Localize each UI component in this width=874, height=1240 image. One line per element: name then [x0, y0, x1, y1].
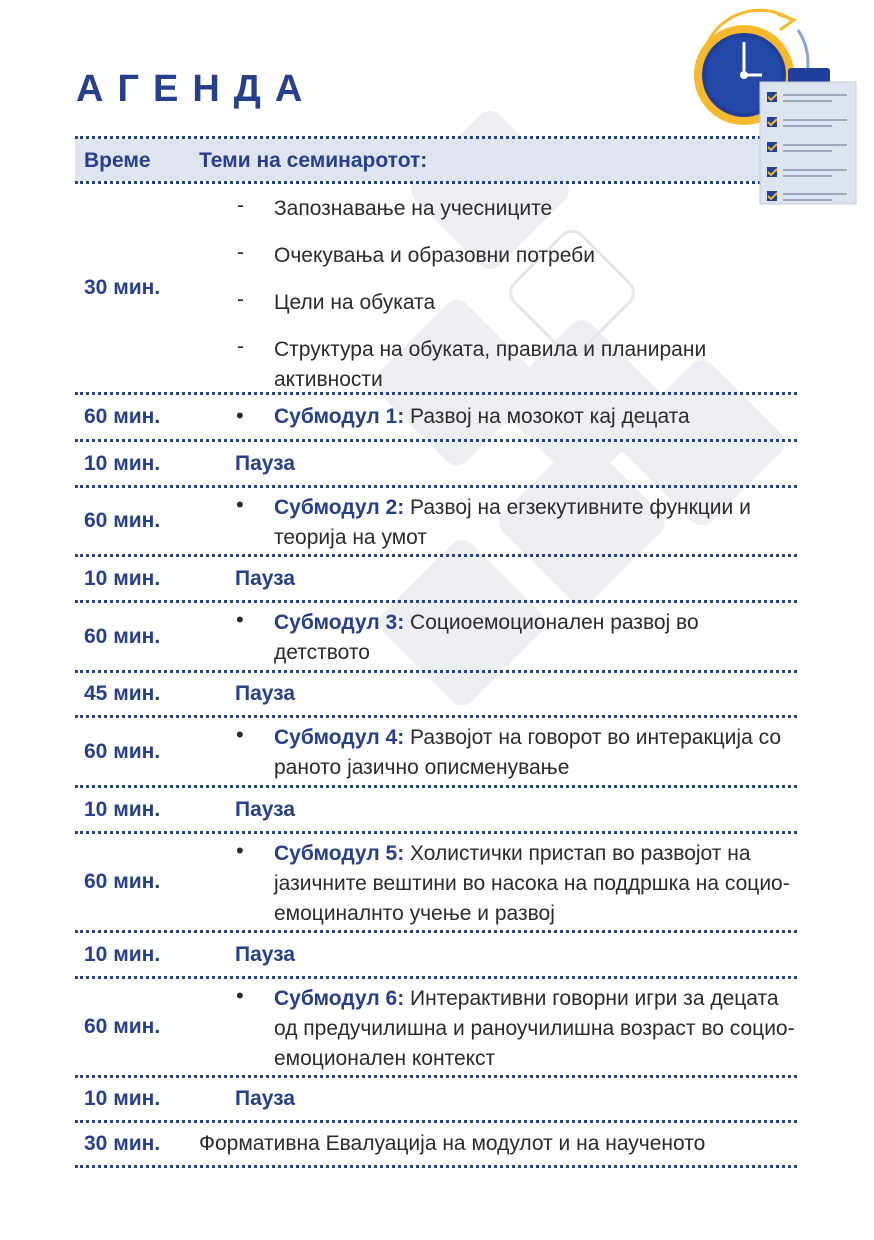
row-time: 60 мин.	[84, 509, 161, 532]
pause-row	[75, 673, 797, 715]
pause-row	[75, 442, 797, 485]
row-time: 60 мин.	[84, 405, 161, 428]
module-title: Развој на мозокот кај децата	[410, 405, 690, 428]
row-time: 60 мин.	[84, 870, 161, 893]
list-item-text: Цели на обуката	[274, 291, 436, 314]
bullet-marker: •	[236, 722, 244, 747]
page-title: АГЕНДА	[76, 68, 317, 110]
header-topics: Теми на семинаротот:	[199, 149, 428, 172]
module-title: Развој на егзекутивните функции и теорија на умот	[274, 496, 751, 549]
module-description	[274, 608, 797, 668]
clock-checklist-illustration	[682, 8, 862, 208]
evaluation-row	[75, 1123, 797, 1165]
dash-marker: -	[237, 288, 244, 311]
intro-row	[75, 184, 797, 392]
bullet-marker: •	[236, 983, 244, 1008]
module-row	[75, 979, 797, 1075]
row-time: 30 мин.	[84, 1132, 161, 1155]
row-time: 10 мин.	[84, 1087, 161, 1110]
dash-marker: -	[237, 194, 244, 217]
pause-label: Пауза	[235, 682, 296, 705]
module-row	[75, 488, 797, 554]
bullet-marker: •	[236, 838, 244, 863]
divider	[75, 1165, 797, 1168]
module-row	[75, 395, 797, 439]
module-label: Субмодул 5:	[274, 842, 405, 865]
row-time: 60 мин.	[84, 624, 161, 648]
row-time: 30 мин.	[84, 276, 161, 299]
row-time: 10 мин.	[84, 566, 161, 590]
list-item-text: Структура на обуката, правила и планирани активности	[274, 338, 707, 391]
pause-row	[75, 933, 797, 976]
module-description	[274, 984, 797, 1074]
evaluation-text: Формативна Евалуација на модулот и на наученото	[199, 1132, 706, 1155]
module-description	[274, 402, 797, 432]
module-label: Субмодул 3:	[274, 611, 405, 634]
pause-label: Пауза	[235, 797, 296, 821]
pause-label: Пауза	[235, 566, 296, 590]
bullet-marker: •	[236, 607, 244, 632]
module-title: Развојот на говорот во интеракција со раното јазично описменување	[274, 726, 782, 779]
pause-label: Пауза	[235, 451, 296, 475]
checklist-icon	[760, 82, 856, 204]
module-row	[75, 834, 797, 930]
dash-marker: -	[237, 335, 244, 358]
row-time: 10 мин.	[84, 451, 161, 475]
list-item-text: Очекувања и образовни потреби	[274, 244, 595, 267]
module-title: Интерактивни говорни игри за децата од предучилишна и раноучилишна возраст во социо-емоционален контекст	[274, 987, 795, 1070]
module-title: Социоемоционален развој во детството	[274, 611, 699, 664]
list-item-text: Запознавање на учесниците	[274, 197, 553, 220]
module-label: Субмодул 2:	[274, 496, 405, 519]
row-time: 10 мин.	[84, 942, 161, 966]
row-time: 45 мин.	[84, 682, 161, 705]
row-time: 10 мин.	[84, 797, 161, 821]
dash-marker: -	[237, 241, 244, 264]
row-time: 60 мин.	[84, 739, 161, 763]
module-label: Субмодул 4:	[274, 726, 405, 749]
pause-row	[75, 1078, 797, 1120]
bullet-marker: •	[236, 492, 244, 517]
bullet-marker: •	[236, 403, 244, 428]
header-time: Време	[84, 149, 151, 172]
pause-label: Пауза	[235, 1087, 296, 1110]
module-row	[75, 718, 797, 785]
module-label: Субмодул 6:	[274, 987, 405, 1010]
row-time: 60 мин.	[84, 1015, 161, 1038]
pause-label: Пауза	[235, 942, 296, 966]
module-description	[274, 839, 797, 929]
module-description	[274, 723, 797, 783]
agenda-table	[75, 136, 797, 1168]
module-description	[274, 493, 797, 553]
pause-row	[75, 788, 797, 831]
module-title: Холистички пристап во развојот на јазичните вештини во насока на поддршка на социо-емоциналнто учење и развој	[274, 842, 790, 925]
module-row	[75, 603, 797, 670]
module-label: Субмодул 1:	[274, 405, 405, 428]
pause-row	[75, 557, 797, 600]
